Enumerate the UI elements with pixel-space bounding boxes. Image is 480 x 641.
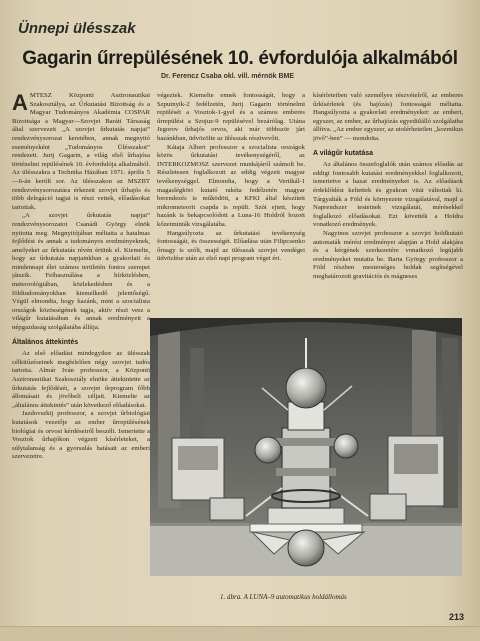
section-rubric: Ünnepi ülésszak	[18, 20, 136, 37]
section-heading: A világűr kutatása	[313, 149, 374, 157]
drop-cap: A	[12, 92, 28, 115]
photo-illustration	[150, 318, 462, 576]
luna9-photo	[150, 318, 462, 576]
photo-caption: 1. ábra. A LUNA–9 automatikus holdállomás	[220, 593, 347, 601]
paragraph: végeztek. Kiemelte ennek fontosságát, hogy a Szputnyik-2 fedélzetén, Jurij Gagarin történelmi repülését a Vosztok-1-gyel és a számos emberes űrrepülést a Szojuz-9 repülésével bezárólag. Utána Jegorov űrhajós orvos, aki már többször járt hazánkban, üdvözölte az ülésszak résztvevőit.	[157, 92, 305, 142]
page-number: 213	[448, 612, 464, 622]
paragraph: Jazdovszkij professzor, a szovjet űrbiológiai kutatások vezetője az ember űrrepülésének biológiai és orvosi kérdéseiről beszélt. Ismertette a Vosztok űrhajókon végzett kísérleteket, a súlytalanság és a gyorsulás hatásait az emberi szervezetre.	[12, 410, 150, 461]
paragraph: Hangsúlyozta az űrkutatási tevékenység fontosságát, és összességét. Előadása után Filipcsenko őrnagy is szólt, majd az ülésszak szovjet vendégei üdvözlése után az első napi program véget ért.	[157, 229, 305, 263]
paragraph: Az első előadást mindegyikre az ülésszak célkitűzéseinek megfelelően négy szovjet tudós tartotta. Almár Iván professzor, a Központi Asztronautikai Szakosztály elnöke áttekintette az űrkutatás fejlődését, a szovjet űrprogram főbb állomásait és jövőbeli céljait. Kiemelte az „általános áttekintés” után következő előadásokat.	[12, 350, 150, 409]
paragraph: Kátaja Albert professzor a szocialista országok közös űrkutatási tevékenységéről, az INTERKOZMOSZ szervezet munkájáról számolt be. Részletesen foglalkozott az eddig végzett magyar tevékenységgel. Elmondta, hogy a Vertikál-1 magaslégköri kutató rakéta fedélzetén magyar berendezés is működött, a KFKI által készített mikrometeorit csapda is repült. Szót ejtett, hogy hazánk is bekapcsolódott a Luna-16 Holdról hozott kőzetminták vizsgálatába.	[157, 143, 305, 228]
paragraph: Az általános összefoglalók után számos előadás az eddigi fontosabb kutatási eredményekkel foglalkozott, ismertetve a hazai eredményeket is. Az előadások érdeklődést keltettek és gyakran vitát váltottak ki. Tárgyalták a Föld és környezete vizsgálatával, majd a Naprendszer testeinek vizsgálatát, mérésekkel foglalkozó előadásokat. Ezt követték a Holdra vonatkozó eredmények.	[313, 161, 463, 229]
author-byline: Dr. Ferencz Csaba okl. vill. mérnök BME	[160, 73, 294, 80]
paragraph: MTESZ Központi Asztronautikai Szakosztálya, az Űrkutatási Bizottság és a Magyar Tudományos Akadémia COSPAR Bizottsága a Magyar—Szovjet Baráti Társaság által szervezett „A szovjet űrkutatás napjai” rendezvénysorozat keretében, annak megnyitó eseményeként „Tudományos Ülésszakot” rendezett. Jurij Gagarin, a világ első űrhajósa történelmi repülésének 10. évfordulója alkalmából. Az ülésszakra a Technika Házában 1971. április 5—6-án került sor. Az ülésszakon az MSZBT rendezvénysorozatára érkezett szovjet űrhajós és több delegáció tagjai is részt vettek, előadásokat tartottak.	[12, 92, 150, 211]
paragraph: kísérleteiben való személyes részvételről, az emberes űrkísérletek (és hajózás) fontosságát méltatta. Hangsúlyozta a gyakorlati eredményeket: az embert, egyszer, az ember, az űrhajózás egyedülálló szolgálatba állítva. „Az ember egyszer, az utolérhetetlen „kozmikus jövő”-ben” — mondotta.	[313, 92, 463, 142]
text-column-1	[12, 92, 150, 597]
paragraph: Nagyinos szovjet professzor a szovjet holdkutató automaták mérési eredményei alapján a Hold alakjára és a kérgének szerkezetére vonatkozó legújabb eredményeket mutatta be. Barta György professzor a Föld részben mesterséges holdak segítségével meghatározott gravitációs és mágneses	[313, 229, 463, 280]
section-heading: Általános áttekintés	[12, 338, 79, 346]
paragraph: „A szovjet űrkutatás napjai” rendezvénysorozatot Csanádi György elnök nyitotta meg. Megnyitójában méltatta a hatalmas fejlődést és annak a tudományos eredményeknek, amelyeket az űrkutatás révén értünk el. Kiemelte, hogy az űrkutatás napjainkban a gyakorlati és mindennapi élet számos területén fontos szerepet játszik. Felhasználása a hírközlésben, meteorológiában, közlekedésben és a földtudományokban kiemelkedő jelentőségű. Végül elmondta, hogy hazánk, mint a szocialista országok közösségének tagja, aktív részt vesz a világűr kutatásában és annak eredményeit a népgazdaság szolgálatába állítja.	[12, 212, 150, 332]
page-bottom-edge	[0, 626, 480, 641]
text-column-2	[157, 92, 305, 302]
article-headline: Gagarin űrrepülésének 10. évfordulója alkalmából	[22, 48, 458, 69]
